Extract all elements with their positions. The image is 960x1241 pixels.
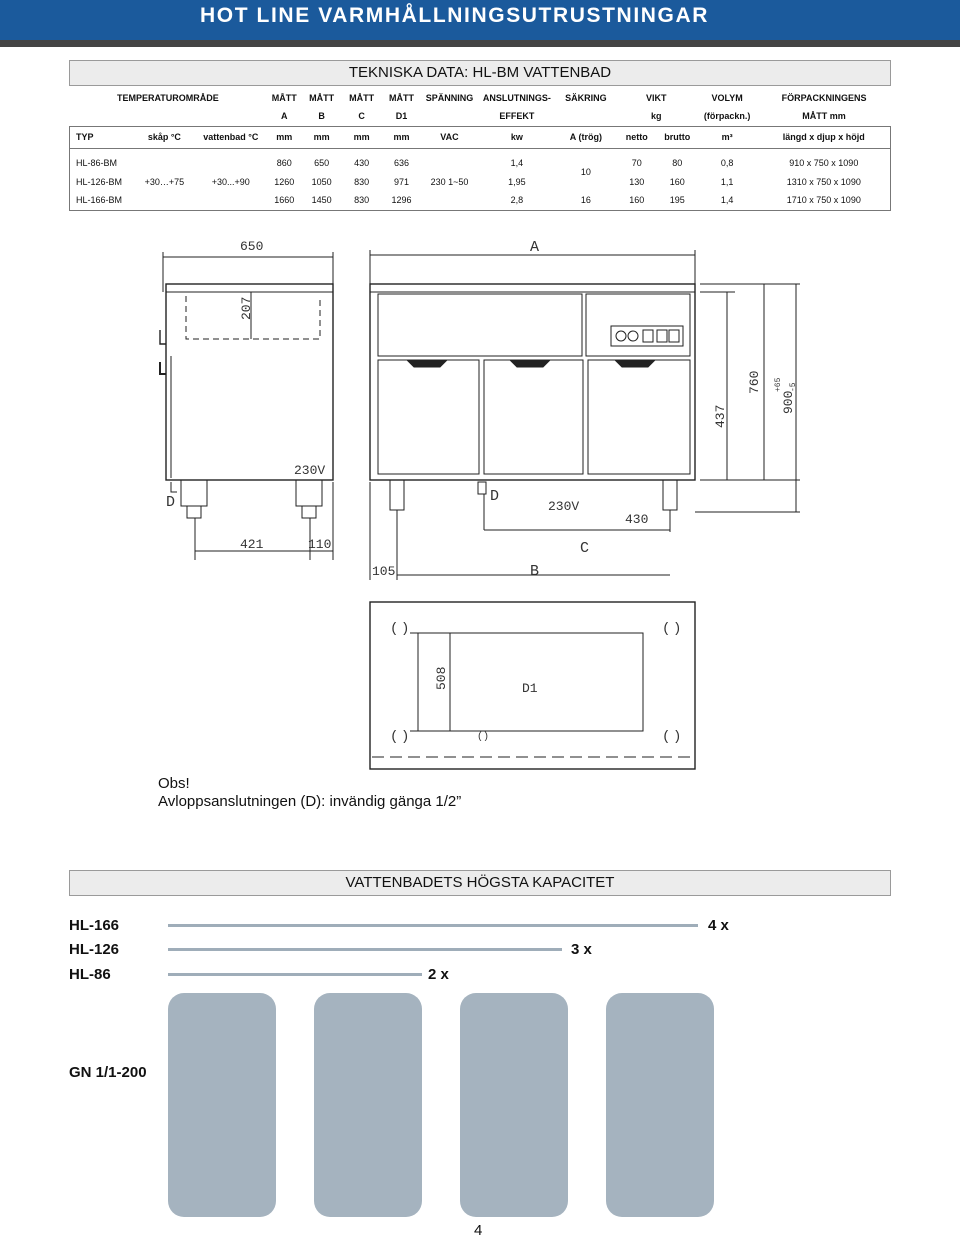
cell-brutto: 160 — [669, 176, 685, 187]
dim-c: C — [580, 540, 590, 557]
control-panel-box — [611, 326, 683, 346]
cell-kw: 1,95 — [508, 176, 526, 187]
dim-b: B — [530, 563, 540, 580]
header-cell: VOLYM — [711, 92, 743, 103]
dim-d-side: D — [166, 494, 176, 511]
dim-900: 900 — [781, 390, 796, 414]
dim-760: 760 — [747, 370, 762, 394]
dim-230v-front: 230V — [548, 499, 580, 514]
svg-text:(: ( — [662, 729, 671, 745]
cell-vac: 230 1~50 — [430, 176, 469, 187]
cell-matt: 1710 x 750 x 1090 — [758, 191, 891, 210]
cell-a: 1260 — [274, 176, 295, 187]
header-cell: A — [280, 111, 288, 122]
header-cell: ANSLUTNINGS- — [482, 92, 551, 103]
header-cell: VIKT — [645, 92, 667, 103]
dim-900-sub: -5 — [789, 382, 798, 392]
capacity-title: VATTENBADETS HÖGSTA KAPACITET — [69, 870, 891, 896]
cell-m3: 0,8 — [720, 157, 734, 168]
header-cell: mm — [266, 126, 302, 148]
door-2 — [484, 360, 583, 474]
dim-d1: D1 — [522, 681, 538, 696]
dim-650: 650 — [240, 239, 264, 254]
capacity-model: HL-166 — [69, 917, 120, 934]
header-cell: C — [358, 111, 365, 122]
side-view — [160, 239, 333, 560]
cell-d1: 971 — [394, 176, 410, 187]
dim-900-sup: +65 — [774, 377, 783, 392]
header-cell: FÖRPACKNINGENS — [781, 92, 867, 103]
cell-b: 1050 — [311, 176, 332, 187]
svg-text:): ) — [673, 621, 682, 637]
header-cell: MÅTT — [271, 92, 297, 103]
cell-c: 430 — [354, 157, 370, 168]
header-cell: TYP — [70, 126, 134, 148]
capacity-line — [168, 973, 422, 976]
header-cell: m³ — [697, 126, 758, 148]
cell-kw: 1,4 — [510, 157, 524, 168]
header-cell: A (trög) — [556, 126, 616, 148]
basin-top — [450, 633, 643, 731]
door-1 — [378, 360, 479, 474]
spec-title: TEKNISKA DATA: HL-BM VATTENBAD — [69, 60, 891, 86]
header-cell: TEMPERATUROMRÅDE — [116, 92, 219, 103]
top-view — [370, 602, 695, 769]
gn-pan-label: GN 1/1-200 — [69, 1064, 147, 1081]
dim-437: 437 — [713, 404, 728, 428]
cell-fuse: 16 — [556, 191, 616, 210]
header-cell: MÅTT — [349, 92, 375, 103]
cell-matt: 910 x 750 x 1090 — [758, 153, 891, 172]
cell-b: 650 — [314, 157, 330, 168]
capacity-count: 4 x — [708, 917, 729, 934]
note-text: Avloppsanslutningen (D): invändig gänga 1/2” — [158, 793, 462, 810]
dim-230v-side: 230V — [294, 463, 326, 478]
cell-kw: 2,8 — [478, 191, 556, 210]
cell-d1: 1296 — [382, 191, 421, 210]
capacity-count: 3 x — [571, 941, 592, 958]
note-heading: Obs! — [158, 775, 190, 792]
cell-m3: 1,4 — [697, 191, 758, 210]
header-cell: mm — [382, 126, 421, 148]
gn-pan — [606, 993, 714, 1217]
header-cell: VAC — [421, 126, 478, 148]
capacity-line — [168, 948, 562, 951]
svg-text:): ) — [673, 729, 682, 745]
cabinet-front — [370, 284, 695, 480]
capacity-model: HL-86 — [69, 966, 111, 983]
header-cell: netto — [616, 126, 658, 148]
cell-typ: HL-86-BM — [70, 153, 134, 172]
header-cell: (förpackn.) — [703, 111, 751, 122]
header-cell: vattenbad °C — [195, 126, 266, 148]
header-cell: MÅTT mm — [802, 111, 846, 122]
gn-pan — [460, 993, 568, 1217]
header-cell: SÄKRING — [565, 92, 607, 103]
dim-d-front: D — [490, 488, 500, 505]
header-cell: längd x djup x höjd — [758, 126, 891, 148]
header-cell: skåp °C — [133, 126, 195, 148]
cell-skap: +30…+75 — [144, 176, 185, 187]
cell-netto: 70 — [631, 157, 642, 168]
cell-brutto: 195 — [658, 191, 697, 210]
cell-netto: 160 — [616, 191, 658, 210]
header-cell: mm — [341, 126, 382, 148]
dim-421: 421 — [240, 537, 264, 552]
page-number: 4 — [474, 1222, 483, 1239]
svg-text:(): () — [477, 732, 490, 743]
dim-207: 207 — [239, 296, 254, 320]
dim-105: 105 — [372, 564, 396, 579]
capacity-model: HL-126 — [69, 941, 120, 958]
cell-a: 1660 — [266, 191, 302, 210]
cell-c: 830 — [341, 191, 382, 210]
header-cell: kw — [478, 126, 556, 148]
door-3 — [588, 360, 690, 474]
cell-matt: 1310 x 750 x 1090 — [758, 172, 891, 191]
cell-a: 860 — [276, 157, 292, 168]
gn-pan — [314, 993, 422, 1217]
dim-430: 430 — [625, 512, 649, 527]
svg-text:): ) — [401, 729, 410, 745]
gn-pan — [168, 993, 276, 1217]
header-cell: EFFEKT — [499, 111, 535, 122]
header-cell: mm — [302, 126, 341, 148]
cell-fuse-shared: 10 — [580, 167, 591, 177]
header-cell: SPÄNNING — [425, 92, 474, 103]
header-cell: kg — [650, 111, 662, 122]
svg-text:(: ( — [662, 621, 671, 637]
header-cell: MÅTT — [389, 92, 415, 103]
svg-text:): ) — [401, 621, 410, 637]
dim-a: A — [530, 239, 540, 256]
dim-508: 508 — [434, 666, 449, 690]
cell-c: 830 — [354, 176, 370, 187]
capacity-line — [168, 924, 698, 927]
dim-110: 110 — [308, 537, 332, 552]
capacity-count: 2 x — [428, 966, 449, 983]
header-cell: B — [318, 111, 325, 122]
cell-m3: 1,1 — [720, 176, 734, 187]
cell-b: 1450 — [302, 191, 341, 210]
cell-brutto: 80 — [672, 157, 683, 168]
cell-netto: 130 — [629, 176, 645, 187]
cell-vattenbad: +30...+90 — [211, 176, 250, 187]
svg-text:(: ( — [390, 729, 399, 745]
page-header-title: HOT LINE VARMHÅLLNINGSUTRUSTNINGAR — [200, 4, 709, 27]
header-cell: brutto — [658, 126, 697, 148]
cell-typ: HL-126-BM — [70, 172, 134, 191]
front-view — [370, 239, 800, 580]
cell-typ: HL-166-BM — [70, 191, 134, 210]
cell-d1: 636 — [394, 157, 410, 168]
header-cell: D1 — [395, 111, 408, 122]
svg-text:(: ( — [390, 621, 399, 637]
header-cell: MÅTT — [309, 92, 335, 103]
